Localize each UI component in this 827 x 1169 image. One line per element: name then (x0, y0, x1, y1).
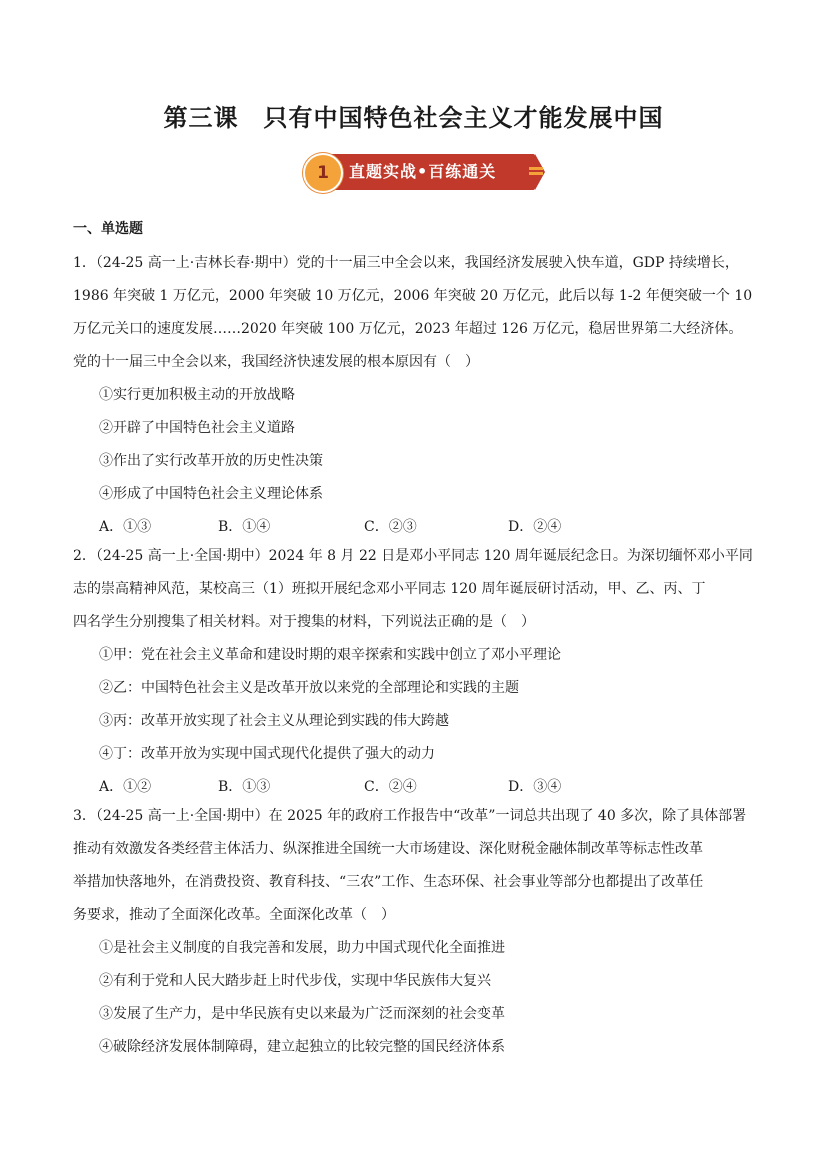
question-1 (73, 252, 763, 549)
choice-a[interactable]: A．①③ (99, 519, 152, 535)
question-1-option: ④形成了中国特色社会主义理论体系 (99, 486, 323, 502)
question-3-line: 务要求，推动了全面深化改革。全面深化改革（ ） (73, 907, 395, 923)
badge-label: 直题实战•百练通关 (349, 162, 497, 181)
choice-d[interactable]: D．③④ (508, 779, 562, 795)
question-2-option: ④丁：改革开放为实现中国式现代化提供了强大的动力 (99, 746, 435, 762)
question-1-line: 1．（24-25 高一上·吉林长春·期中）党的十一届三中全会以来，我国经济发展驶入快车道，GDP 持续增长， (73, 255, 739, 271)
question-3-line: 举措加快落地外，在消费投资、教育科技、“三农”工作、生态环保、社会事业等部分也都提出了改革任 (73, 874, 704, 890)
question-1-line: 万亿元关口的速度发展……2020 年突破 100 万亿元，2023 年超过 126 万亿元，稳居世界第二大经济体。 (73, 321, 743, 337)
choice-a[interactable]: A．①② (99, 779, 152, 795)
question-3-option: ①是社会主义制度的自我完善和发展，助力中国式现代化全面推进 (99, 940, 505, 956)
question-3-line: 推动有效激发各类经营主体活力、纵深推进全国统一大市场建设、深化财税金融体制改革等标志性改革 (73, 841, 703, 857)
choice-c[interactable]: C．②③ (364, 519, 417, 535)
page-title: 第三课 只有中国特色社会主义才能发展中国 (163, 104, 664, 132)
choice-b[interactable]: B．①④ (218, 519, 271, 535)
question-2-option: ①甲：党在社会主义革命和建设时期的艰辛探索和实践中创立了邓小平理论 (99, 647, 561, 663)
choice-b[interactable]: B．①③ (218, 779, 271, 795)
question-3-line: 3．（24-25 高一上·全国·期中）在 2025 年的政府工作报告中“改革”一词总共出现了 40 多次，除了具体部署 (73, 808, 747, 824)
question-2-line: 2．（24-25 高一上·全国·期中）2024 年 8 月 22 日是邓小平同志 120 周年诞辰纪念日。为深切缅怀邓小平同 (73, 548, 753, 564)
question-2-line: 志的崇高精神风范，某校高三（1）班拟开展纪念邓小平同志 120 周年诞辰研讨活动，甲、乙、丙、丁 (73, 581, 706, 597)
question-1-line: 1986 年突破 1 万亿元，2000 年突破 10 万亿元，2006 年突破 20 万亿元，此后以每 1-2 年便突破一个 10 (73, 288, 753, 304)
badge-number: 1 (303, 153, 343, 193)
badge-stripes-decoration (529, 167, 543, 179)
section-badge (303, 153, 543, 191)
question-2-option: ③丙：改革开放实现了社会主义从理论到实践的伟大跨越 (99, 713, 449, 729)
question-2-option: ②乙：中国特色社会主义是改革开放以来党的全部理论和实践的主题 (99, 680, 519, 696)
question-2-line: 四名学生分别搜集了相关材料。对于搜集的材料，下列说法正确的是（ ） (73, 614, 535, 630)
question-1-option: ②开辟了中国特色社会主义道路 (99, 420, 295, 436)
choice-c[interactable]: C．②④ (364, 779, 417, 795)
choice-d[interactable]: D．②④ (508, 519, 562, 535)
question-3-option: ③发展了生产力，是中华民族有史以来最为广泛而深刻的社会变革 (99, 1006, 505, 1022)
question-1-option: ③作出了实行改革开放的历史性决策 (99, 453, 323, 469)
question-2 (73, 545, 763, 809)
question-3-option: ②有利于党和人民大踏步赶上时代步伐，实现中华民族伟大复兴 (99, 973, 491, 989)
section-heading: 一、单选题 (73, 221, 143, 237)
question-1-option: ①实行更加积极主动的开放战略 (99, 387, 295, 403)
question-3-option: ④破除经济发展体制障碍，建立起独立的比较完整的国民经济体系 (99, 1039, 505, 1055)
question-1-line: 党的十一届三中全会以来，我国经济快速发展的根本原因有（ ） (73, 354, 479, 370)
question-3 (73, 805, 763, 1069)
